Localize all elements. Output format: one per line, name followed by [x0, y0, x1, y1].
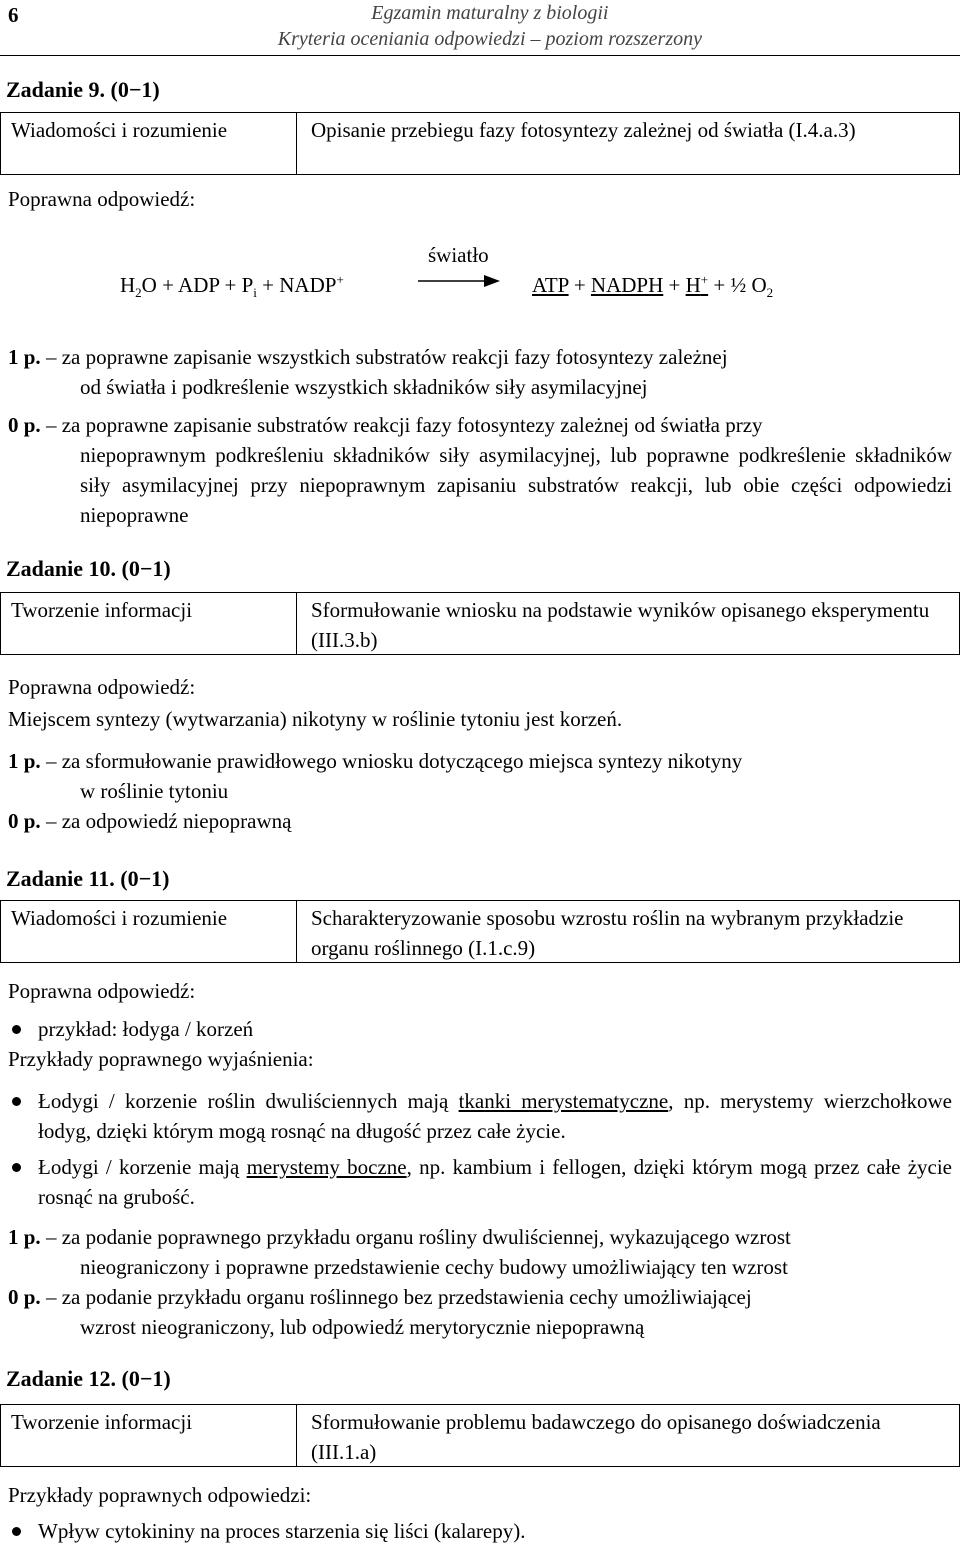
- nadph-underlined: NADPH: [590, 273, 664, 297]
- atp-underlined: ATP: [532, 273, 569, 297]
- header-divider: [0, 55, 960, 56]
- equation-products: ATP + NADPH + H+ + ½ $O_2$: [532, 272, 774, 301]
- task11-score-0: 0 p. – za podanie przykładu organu roślinnego bez przedstawienia cechy umożliwiającej wzrost nieograniczony, lub odpowiedź merytorycznie niepoprawną: [8, 1285, 752, 1339]
- task10-info-table: [0, 592, 960, 655]
- task12-answer-bullet: Wpływ cytokininy na proces starzenia się liści (kalarepy).: [8, 1516, 952, 1546]
- task12-answers-label: Przykłady poprawnych odpowiedzi:: [8, 1483, 312, 1507]
- task9-answer-label: Poprawna odpowiedź:: [8, 187, 196, 211]
- task11-example-bullet: przykład: łodyga / korzeń: [8, 1014, 952, 1044]
- task12-category: Tworzenie informacji: [1, 1405, 297, 1466]
- task9-title: Zadanie 9. (0−1): [6, 77, 160, 102]
- task12-title: Zadanie 12. (0−1): [6, 1366, 171, 1391]
- task10-category: Tworzenie informacji: [1, 593, 297, 654]
- bullet-icon: [12, 1097, 21, 1106]
- arrow-label: światło: [428, 243, 489, 267]
- reaction-equation: [0, 240, 960, 310]
- task9-category: Wiadomości i rozumienie: [1, 113, 297, 174]
- page-header: [278, 0, 702, 52]
- task12-info-table: [0, 1404, 960, 1467]
- task11-score-1: 1 p. – za podanie poprawnego przykładu organu rośliny dwuliściennej, wykazującego wzrost nieograniczony i poprawne przedstawienie cechy budowy umożliwiający ten wzrost: [8, 1225, 791, 1279]
- task10-score-0: 0 p. – za odpowiedź niepoprawną: [8, 809, 292, 833]
- task11-explanation-1: Łodygi / korzenie roślin dwuliściennych mają tkanki merystematyczne, np. merystemy wierzchołkowe łodyg, dzięki którym mogą rosnąć na długość przez całe życie.: [8, 1086, 952, 1146]
- task9-score-0: 0 p. – za poprawne zapisanie substratów reakcji fazy fotosyntezy zależnej od światła przy niepoprawnym podkreśleniu składników siły asymilacyjnej, lub poprawne podkreślenie składników siły asymilacyjnej przy niepoprawnym zapisaniu substratów reakcji, lub obie części odpowiedzi niepoprawne: [8, 413, 952, 527]
- equation-substrates: $H_2O$ + ADP + $P_i$ + NADP+: [120, 272, 344, 301]
- task11-title: Zadanie 11. (0−1): [6, 866, 170, 891]
- h-plus-underlined: H+: [685, 272, 709, 297]
- task9-info-table: [0, 112, 960, 175]
- task11-info-table: [0, 900, 960, 963]
- reaction-arrow-icon: [418, 274, 500, 288]
- task11-requirement: Scharakteryzowanie sposobu wzrostu roślin na wybranym przykładzie organu roślinnego (I.1.c.9): [311, 906, 904, 960]
- task12-requirement: Sformułowanie problemu badawczego do opisanego doświadczenia (III.1.a): [311, 1410, 881, 1464]
- task10-score-1: 1 p. – za sformułowanie prawidłowego wniosku dotyczącego miejsca syntezy nikotyny w roślinie tytoniu: [8, 749, 743, 803]
- task10-title: Zadanie 10. (0−1): [6, 556, 171, 581]
- task11-explanation-2: Łodygi / korzenie mają merystemy boczne, np. kambium i fellogen, dzięki którym mogą przez całe życie rosnąć na grubość.: [8, 1152, 952, 1212]
- task9-requirement: Opisanie przebiegu fazy fotosyntezy zależnej od światła (I.4.a.3): [311, 118, 856, 142]
- header-title-line2: Kryteria oceniania odpowiedzi – poziom rozszerzony: [277, 28, 702, 50]
- task11-answer-label: Poprawna odpowiedź:: [8, 979, 196, 1003]
- task11-category: Wiadomości i rozumienie: [1, 901, 297, 962]
- header-title-line1: Egzamin maturalny z biologii: [371, 2, 609, 24]
- task10-answer: Miejscem syntezy (wytwarzania) nikotyny w roślinie tytoniu jest korzeń.: [8, 707, 623, 731]
- page-number: 6: [8, 3, 19, 27]
- bullet-icon: [12, 1527, 21, 1536]
- task9-score-1: 1 p. – za poprawne zapisanie wszystkich substratów reakcji fazy fotosyntezy zależnej od światła i podkreślenie wszystkich składników siły asymilacyjnej: [8, 345, 728, 399]
- bullet-icon: [12, 1163, 21, 1172]
- bullet-icon: [12, 1025, 21, 1034]
- task10-answer-label: Poprawna odpowiedź:: [8, 675, 196, 699]
- task10-requirement: Sformułowanie wniosku na podstawie wyników opisanego eksperymentu (III.3.b): [311, 598, 930, 652]
- task11-explanations-label: Przykłady poprawnego wyjaśnienia:: [8, 1047, 314, 1071]
